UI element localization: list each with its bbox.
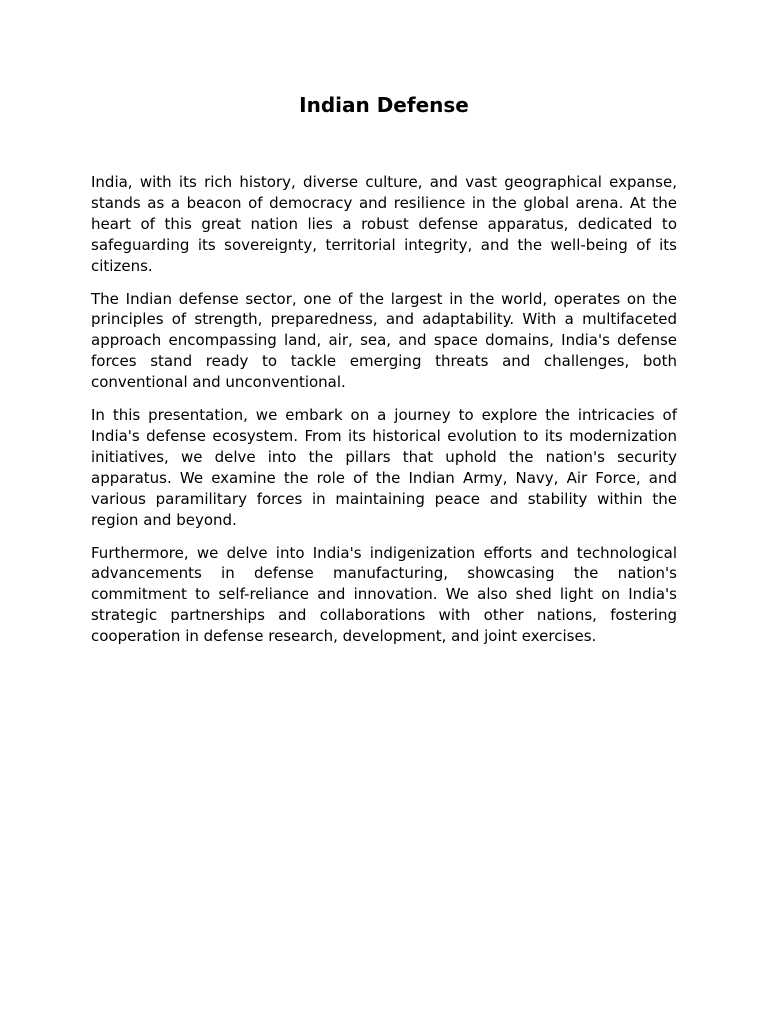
paragraph-4: Furthermore, we delve into India's indigenization efforts and technological advancements in defense manufacturing, showcasing the nation's commitment to self-reliance and innovation. We also shed light on India's strategic partnerships and collaborations with other nations, fostering cooperation in defense research, development, and joint exercises. (91, 543, 677, 646)
paragraph-3: In this presentation, we embark on a journey to explore the intricacies of India's defense ecosystem. From its historical evolution to its modernization initiatives, we delve into the pillars that uphold the nation's security apparatus. We examine the role of the Indian Army, Navy, Air Force, and various paramilitary forces in maintaining peace and stability within the region and beyond. (91, 406, 677, 529)
document-body (91, 172, 677, 659)
paragraph-1: India, with its rich history, diverse culture, and vast geographical expanse, stands as a beacon of democracy and resilience in the global arena. At the heart of this great nation lies a robust defense apparatus, dedicated to safeguarding its sovereignty, territorial integrity, and the well-being of its citizens. (91, 173, 677, 275)
document-title: Indian Defense (299, 93, 469, 117)
paragraph-2: The Indian defense sector, one of the largest in the world, operates on the principles of strength, preparedness, and adaptability. With a multifaceted approach encompassing land, air, sea, and space domains, India's defense forces stand ready to tackle emerging threats and challenges, both conventional and unconventional. (91, 289, 677, 392)
